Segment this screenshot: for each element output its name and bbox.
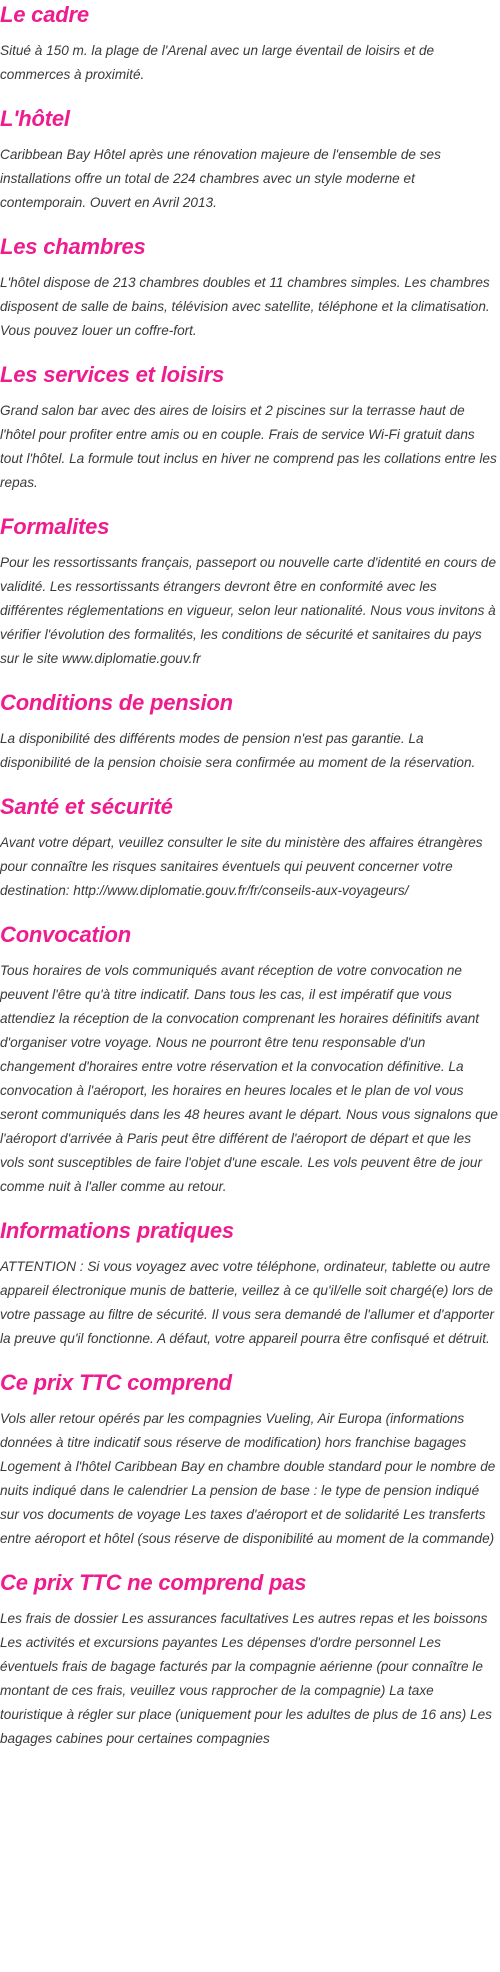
section-text: Caribbean Bay Hôtel après une rénovation majeure de l'ensemble de ses installations offre un total de 224 chambres avec un style moderne et contemporain. Ouvert en Avril 2013. [0,147,441,210]
section-sante-securite [0,793,500,903]
section-le-cadre [0,0,500,87]
section-title: Ce prix TTC comprend [0,1370,232,1395]
section-title: Convocation [0,922,132,947]
section-convocation [0,921,500,1199]
section-prix-ne-comprend-pas [0,1569,500,1751]
section-title: L'hôtel [0,106,70,131]
section-title: Ce prix TTC ne comprend pas [0,1570,307,1595]
section-title: Informations pratiques [0,1218,234,1243]
section-conditions-pension [0,689,500,775]
section-text: ATTENTION : Si vous voyagez avec votre téléphone, ordinateur, tablette ou autre appareil électronique munis de batterie, veillez à ce qu'il/elle soit chargé(e) lors de votre passage au filtre de sécurité. Il vous sera demandé de l'allumer et d'apporter la preuve qu'il fonctionne. A défaut, votre appareil pourra être confisqué et détruit. [0,1259,495,1346]
section-text: Avant votre départ, veuillez consulter le site du ministère des affaires étrangères pour connaître les risques sanitaires éventuels qui peuvent concerner votre destination: http://www.diplomatie.gouv.fr/fr/conseils-aux-voyageurs/ [0,835,483,898]
section-text: L'hôtel dispose de 213 chambres doubles et 11 chambres simples. Les chambres disposent de salle de bains, télévision avec satellite, téléphone et la climatisation. Vous pouvez louer un coffre-fort. [0,275,490,338]
section-text: Tous horaires de vols communiqués avant réception de votre convocation ne peuvent l'être qu'à titre indicatif. Dans tous les cas, il est impératif que vous attendiez la réception de la convocation comprenant les horaires définitifs avant d'organiser votre voyage. Nous ne pourront être tenu responsable d'un changement d'horaires entre votre réservation et la convocation définitive. La convocation à l'aéroport, les horaires en heures locales et le plan de vol vous seront communiqués dans les 48 heures avant le départ. Nous vous signalons que l'aéroport d'arrivée à Paris peut être différent de l'aéroport de départ et que les vols sont susceptibles de faire l'objet d'une escale. Les vols peuvent être de jour comme nuit à l'aller comme au retour. [0,963,498,1194]
section-title: Santé et sécurité [0,794,173,819]
section-hotel [0,105,500,215]
section-text: Pour les ressortissants français, passeport ou nouvelle carte d'identité en cours de validité. Les ressortissants étrangers devront être en conformité avec les différentes réglementations en vigueur, selon leur nationalité. Nous vous invitons à vérifier l'évolution des formalités, les conditions de sécurité et sanitaires du pays sur le site www.diplomatie.gouv.fr [0,555,497,666]
section-prix-comprend [0,1369,500,1551]
section-services-loisirs [0,361,500,495]
section-text: Grand salon bar avec des aires de loisirs et 2 piscines sur la terrasse haut de l'hôtel pour profiter entre amis ou en couple. Frais de service Wi-Fi gratuit dans tout l'hôtel. La formule tout inclus en hiver ne comprend pas les collations entre les repas. [0,403,497,490]
section-text: Situé à 150 m. la plage de l'Arenal avec un large éventail de loisirs et de commerces à proximité. [0,43,435,82]
section-text: La disponibilité des différents modes de pension n'est pas garantie. La disponibilité de la pension choisie sera confirmée au moment de la réservation. [0,731,476,770]
section-text: Vols aller retour opérés par les compagnies Vueling, Air Europa (informations données à titre indicatif sous réserve de modification) hors franchise bagages Logement à l'hôtel Caribbean Bay en chambre double standard pour le nombre de nuits indiqué dans le calendrier La pension de base : le type de pension indiqué sur vos documents de voyage Les taxes d'aéroport et de solidarité Les transferts entre aéroport et hôtel (sous réserve de disponibilité au moment de la commande) [0,1411,496,1546]
section-informations-pratiques [0,1217,500,1351]
section-formalites [0,513,500,671]
section-chambres [0,233,500,343]
section-title: Les chambres [0,234,146,259]
section-title: Formalites [0,514,110,539]
section-title: Conditions de pension [0,690,233,715]
section-title: Les services et loisirs [0,362,225,387]
section-title: Le cadre [0,2,89,27]
section-text: Les frais de dossier Les assurances facultatives Les autres repas et les boissons Les activités et excursions payantes Les dépenses d'ordre personnel Les éventuels frais de bagage facturés par la compagnie aérienne (pour connaître le montant de ces frais, veuillez vous rapprocher de la compagnie) La taxe touristique à régler sur place (uniquement pour les adultes de plus de 16 ans) Les bagages cabines pour certaines compagnies [0,1611,492,1746]
